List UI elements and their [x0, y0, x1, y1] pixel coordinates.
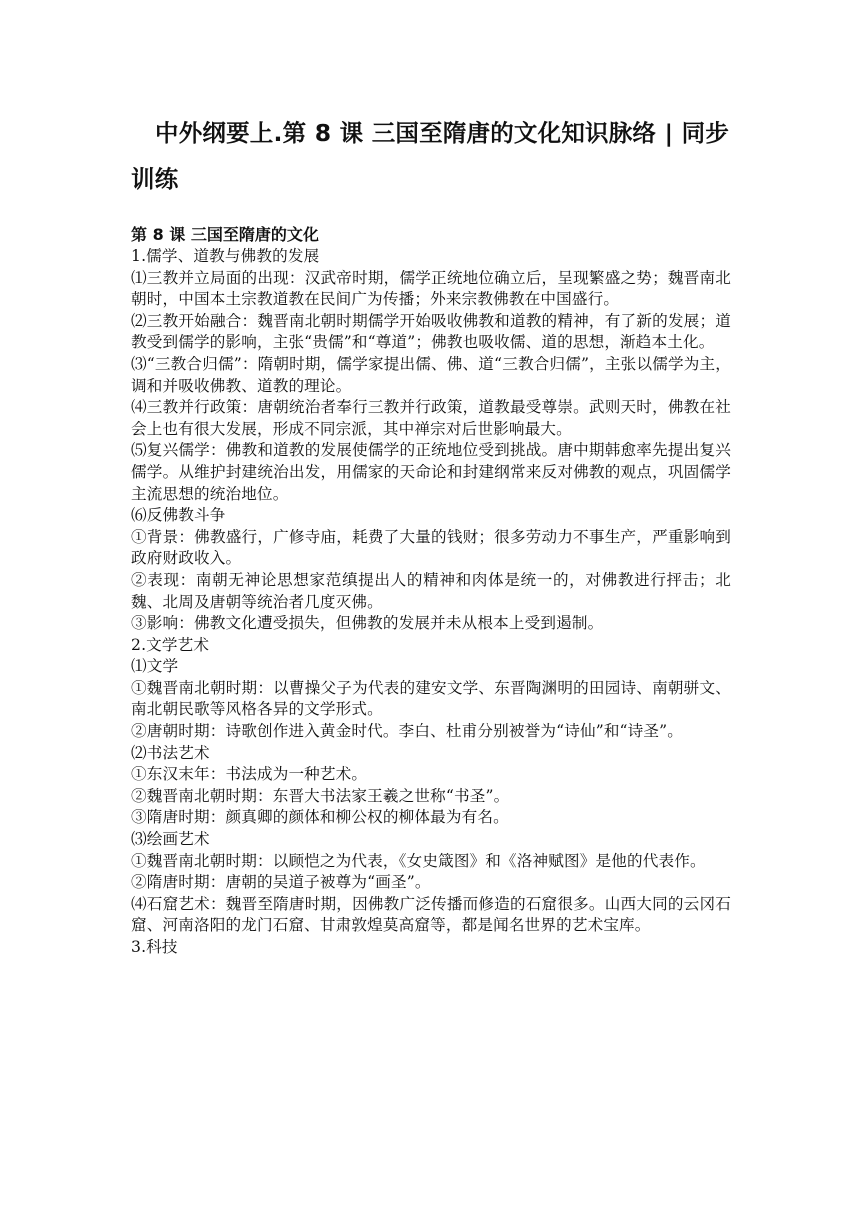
paragraph-subheading: ⑵书法艺术: [131, 743, 210, 762]
paragraph: ②魏晋南北朝时期：东晋大书法家王羲之世称“书圣”。: [131, 786, 510, 805]
paragraph: ⑸复兴儒学：佛教和道教的发展使儒学的正统地位受到挑战。唐中期韩愈率先提出复兴儒学。从维护封建统治出发，用儒家的天命论和封建纲常来反对佛教的观点，巩固儒学主流思想的统治地位。: [131, 441, 731, 503]
paragraph-heading-confucianism-taoism-buddhism: 1.儒学、道教与佛教的发展: [131, 247, 320, 265]
document-body: [131, 246, 731, 959]
paragraph: ⑴三教并立局面的出现：汉武帝时期，儒学正统地位确立后，呈现繁盛之势；魏晋南北朝时，中国本土宗教道教在民间广为传播；外来宗教佛教在中国盛行。: [131, 268, 731, 309]
paragraph-subheading: ⑹反佛教斗争: [131, 506, 226, 525]
paragraph: ③隋唐时期：颜真卿的颜体和柳公权的柳体最为有名。: [131, 808, 509, 827]
paragraph-heading-technology: 3.科技: [131, 938, 178, 956]
paragraph: ①魏晋南北朝时期：以顾恺之为代表，《女史箴图》和《洛神赋图》是他的代表作。: [131, 851, 706, 870]
paragraph: ①背景：佛教盛行，广修寺庙，耗费了大量的钱财；很多劳动力不事生产，严重影响到政府财政收入。: [131, 527, 731, 568]
paragraph: ⑵三教开始融合：魏晋南北朝时期儒学开始吸收佛教和道教的精神，有了新的发展；道教受到儒学的影响，主张“贵儒”和“尊道”；佛教也吸收儒、道的思想，渐趋本土化。: [131, 311, 731, 352]
paragraph-subheading: ⑶绘画艺术: [131, 830, 210, 849]
paragraph: ⑷石窟艺术：魏晋至隋唐时期，因佛教广泛传播而修造的石窟很多。山西大同的云冈石窟、河南洛阳的龙门石窟、甘肃敦煌莫高窟等，都是闻名世界的艺术宝库。: [131, 894, 731, 935]
paragraph: ②隋唐时期：唐朝的吴道子被尊为“画圣”。: [131, 873, 431, 892]
paragraph-heading-literature-art: 2.文学艺术: [131, 635, 210, 654]
paragraph: ⑷三教并行政策：唐朝统治者奉行三教并行政策，道教最受尊崇。武则天时，佛教在社会上也有很大发展，形成不同宗派，其中禅宗对后世影响最大。: [131, 398, 731, 438]
document-title: 中外纲要上.第 8 课 三国至隋唐的文化知识脉络 | 同步训练: [131, 119, 730, 193]
paragraph: ②唐朝时期：诗歌创作进入黄金时代。李白、杜甫分别被誉为“诗仙”和“诗圣”。: [131, 722, 684, 741]
paragraph: ⑶“三教合归儒”：隋朝时期，儒学家提出儒、佛、道“三教合归儒”，主张以儒学为主，调和并吸收佛教、道教的理论。: [131, 354, 731, 395]
section-heading: 第 8 课 三国至隋唐的文化: [131, 225, 319, 244]
paragraph: ①东汉末年：书法成为一种艺术。: [131, 765, 368, 784]
paragraph: ③影响：佛教文化遭受损失，但佛教的发展并未从根本上受到遏制。: [131, 614, 604, 633]
paragraph: ①魏晋南北朝时期：以曹操父子为代表的建安文学、东晋陶渊明的田园诗、南朝骈文、南北朝民歌等风格各异的文学形式。: [131, 678, 731, 719]
paragraph-subheading: ⑴文学: [131, 657, 179, 676]
paragraph: ②表现：南朝无神论思想家范缜提出人的精神和肉体是统一的，对佛教进行抨击；北魏、北周及唐朝等统治者几度灭佛。: [131, 570, 731, 611]
document-page: [131, 0, 731, 959]
